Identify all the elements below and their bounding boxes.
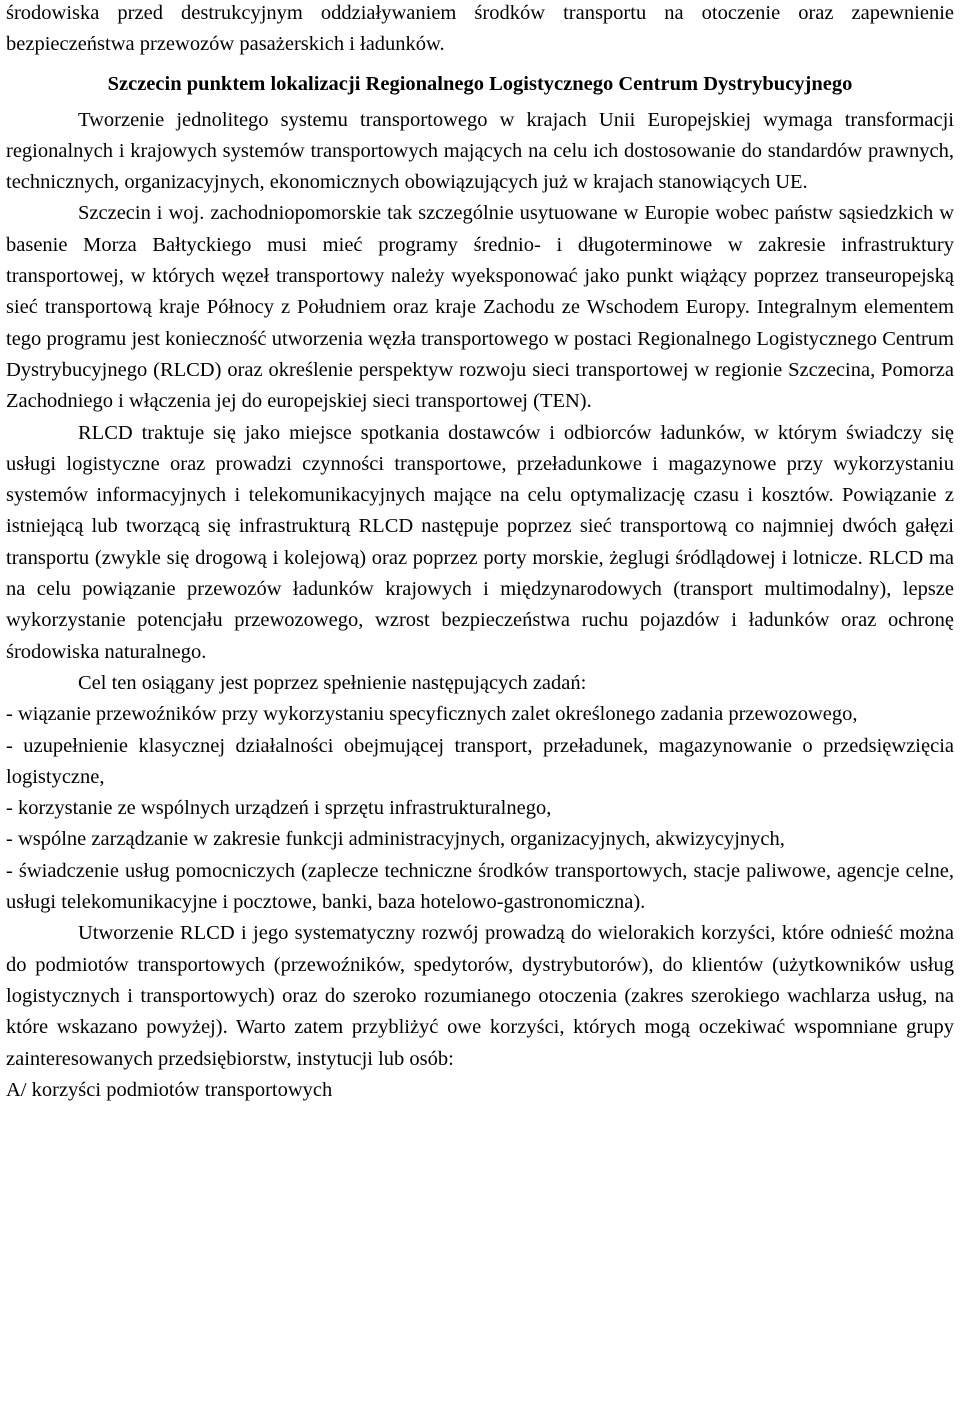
paragraph-szczecin-region: Szczecin i woj. zachodniopomorskie tak szczególnie usytuowane w Europie wobec państw sąsiedzkich w basenie Morza Bałtyckiego musi mieć programy średnio- i długoterminowe w zakresie infrastruktury transportowej, w których węzeł transportowy należy wyeksponować jako punkt wiążący poprzez transeuropejską sieć transportową kraje Północy z Południem oraz kraje Zachodu ze Wschodem Europy. Integralnym elementem tego programu jest konieczność utworzenia węzła transportowego w postaci Regionalnego Logistycznego Centrum Dystrybucyjnego (RLCD) oraz określenie perspektyw rozwoju sieci transportowej w regionie Szczecina, Pomorza Zachodniego i włączenia jej do europejskiej sieci transportowej (TEN). bbox=[6, 202, 954, 413]
paragraph-tasks-intro: Cel ten osiągany jest poprzez spełnienie następujących zadań: bbox=[78, 671, 587, 694]
task-item: - uzupełnienie klasycznej działalności obejmującej transport, przeładunek, magazynowanie o przedsięwzięcia logistyczne, bbox=[6, 734, 954, 788]
paragraph-rlcd-definition: RLCD traktuje się jako miejsce spotkania dostawców i odbiorców ładunków, w którym świadczy się usługi logistyczne oraz prowadzi czynności transportowe, przeładunkowe i magazynowe przy wykorzystaniu systemów informacyjnych i telekomunikacyjnych mające na celu optymalizację czasu i kosztów. Powiązanie z istniejącą lub tworzącą się infrastrukturą RLCD następuje poprzez sieć transportową co najmniej dwóch gałęzi transportu (zwykle się drogową i kolejową) oraz poprzez porty morskie, żeglugi śródlądowej i lotnicze. RLCD ma na celu powiązanie przewozów ładunków krajowych i międzynarodowych (transport multimodalny), lepsze wykorzystanie potencjału przewozowego, wzrost bezpieczeństwa ruchu pojazdów i ładunków oraz ochronę środowiska naturalnego. bbox=[6, 421, 954, 663]
subheading-transport-benefits: A/ korzyści podmiotów transportowych bbox=[6, 1078, 333, 1101]
section-heading: Szczecin punktem lokalizacji Regionalnego Logistycznego Centrum Dystrybucyjnego bbox=[107, 72, 853, 95]
document-page bbox=[6, 0, 954, 1106]
paragraph-transport-system: Tworzenie jednolitego systemu transportowego w krajach Unii Europejskiej wymaga transformacji regionalnych i krajowych systemów transportowych mających na celu ich dostosowanie do standardów prawnych, technicznych, organizacyjnych, ekonomicznych obowiązujących już w krajach stanowiących UE. bbox=[6, 108, 954, 194]
task-item: - wiązanie przewoźników przy wykorzystaniu specyficznych zalet określonego zadania przewozowego, bbox=[6, 703, 858, 726]
task-item: - świadczenie usług pomocniczych (zaplecze techniczne środków transportowych, stacje paliwowe, agencje celne, usługi telekomunikacyjne i pocztowe, banki, baza hotelowo-gastronomiczna). bbox=[6, 859, 954, 914]
task-item: - korzystanie ze wspólnych urządzeń i sprzętu infrastrukturalnego, bbox=[6, 797, 552, 820]
task-item: - wspólne zarządzanie w zakresie funkcji administracyjnych, organizacyjnych, akwizycyjnych, bbox=[6, 828, 785, 851]
closing-paragraph: Utworzenie RLCD i jego systematyczny rozwój prowadzą do wielorakich korzyści, które odnieść można do podmiotów transportowych (przewoźników, spedytorów, dystrybutorów), do klientów (użytkowników usług logistycznych i transportowych) oraz do szeroko rozumianego otoczenia (zakres szerokiego wachlarza usług, na które wskazano powyżej). Warto zatem przybliżyć owe korzyści, których mogą oczekiwać wspomniane grupy zainteresowanych przedsiębiorstw, instytucji lub osób: bbox=[6, 922, 954, 1070]
intro-tail-paragraph: środowiska przed destrukcyjnym oddziaływaniem środków transportu na otoczenie oraz zapewnienie bezpieczeństwa przewozów pasażerskich i ładunków. bbox=[6, 2, 954, 56]
